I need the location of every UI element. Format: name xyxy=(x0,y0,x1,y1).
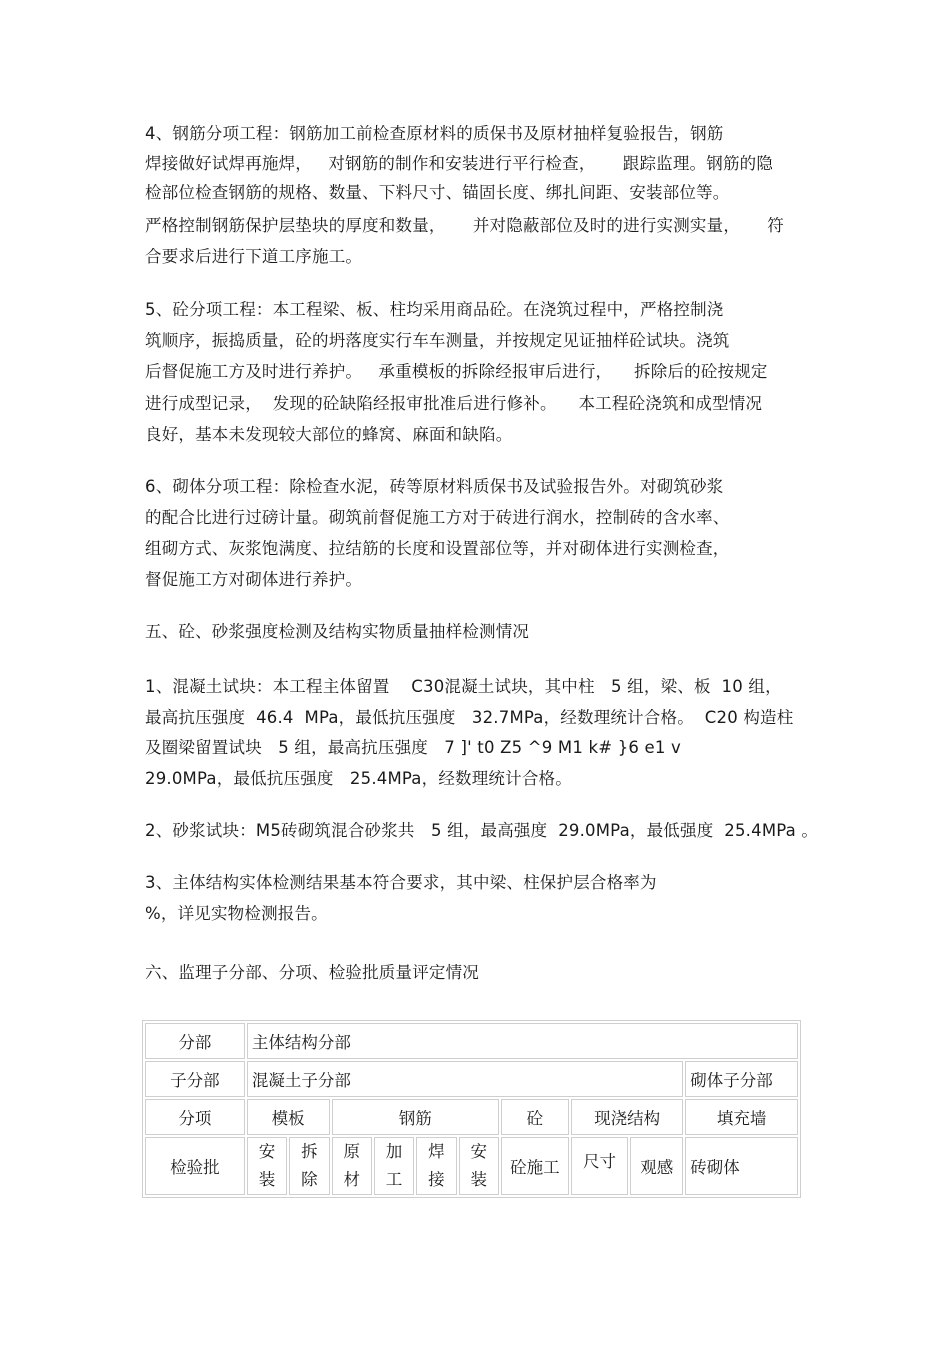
quality-assessment-table xyxy=(142,1020,801,1198)
mortar-test-line: 2、砂浆试块：M5砖砌筑混合砂浆共 5 组，最高强度 29.0MPa，最低强度 25.4MPa 。 xyxy=(145,821,819,840)
para4-line2: 焊接做好试焊再施焊， 对钢筋的制作和安装进行平行检查， 跟踪监理。钢筋的隐 xyxy=(145,154,774,173)
structure-check-line2: %，详见实物检测报告。 xyxy=(145,904,328,923)
para5-line3: 后督促施工方及时进行养护。 承重模板的拆除经报审后进行， 拆除后的砼按规定 xyxy=(145,362,768,381)
section-heading-6: 六、监理子分部、分项、检验批质量评定情况 xyxy=(145,963,479,982)
para5-line5: 良好，基本未发现较大部位的蜂窝、麻面和缺陷。 xyxy=(145,425,513,444)
section-heading-5: 五、砼、砂浆强度检测及结构实物质量抽样检测情况 xyxy=(145,622,530,641)
cell-castinplace: 现浇结构 xyxy=(571,1099,683,1135)
cell-label-inspection-lot: 检验批 xyxy=(145,1137,245,1195)
para4-line4: 严格控制钢筋保护层垫块的厚度和数量， 并对隐蔽部位及时的进行实测实量， 符 xyxy=(145,216,784,235)
structure-check-line1: 3、主体结构实体检测结果基本符合要求，其中梁、柱保护层合格率为 xyxy=(145,873,657,892)
para6-line4: 督促施工方对砌体进行养护。 xyxy=(145,570,363,589)
cell-infill-wall: 填充墙 xyxy=(685,1099,798,1135)
cell-welding: 焊接 xyxy=(428,1142,445,1189)
table-row-subdivision xyxy=(145,1061,798,1097)
cell-brick-masonry: 砖砌体 xyxy=(685,1137,798,1195)
para6-line3: 组砌方式、灰浆饱满度、拉结筋的长度和设置部位等，并对砌体进行实测检查， xyxy=(145,539,730,558)
table-row-item xyxy=(145,1099,798,1135)
para6-line1: 6、砌体分项工程：除检查水泥，砖等原材料质保书及试验报告外。对砌筑砂浆 xyxy=(145,477,724,496)
cell-label-division: 分部 xyxy=(145,1023,245,1059)
para5-line2: 筑顺序，振捣质量，砼的坍落度实行车车测量，并按规定见证抽样砼试块。浇筑 xyxy=(145,331,730,350)
para4-line5: 合要求后进行下道工序施工。 xyxy=(145,247,363,266)
cell-raw-material: 原材 xyxy=(343,1142,360,1189)
cell-masonry-subdivision: 砌体子分部 xyxy=(685,1061,798,1097)
cell-dimension: 尺寸 xyxy=(571,1137,628,1195)
cell-label-item: 分项 xyxy=(145,1099,245,1135)
cell-install-2: 安装 xyxy=(470,1142,487,1189)
concrete-test-line4: 29.0MPa，最低抗压强度 25.4MPa，经数理统计合格。 xyxy=(145,769,572,788)
para6-line2: 的配合比进行过磅计量。砌筑前督促施工方对于砖进行润水，控制砖的含水率、 xyxy=(145,508,730,527)
concrete-test-line1: 1、混凝土试块：本工程主体留置 C30混凝土试块，其中柱 5 组，梁、板 10 组， xyxy=(145,677,782,696)
cell-appearance: 观感 xyxy=(630,1137,683,1195)
para5-line1: 5、砼分项工程：本工程梁、板、柱均采用商品砼。在浇筑过程中，严格控制浇 xyxy=(145,300,724,319)
concrete-test-line3: 及圈梁留置试块 5 组，最高抗压强度 7 ]' t0 Z5 ^9 M1 k# }6 e1 v xyxy=(145,738,682,757)
cell-processing: 加工 xyxy=(385,1142,403,1189)
cell-concrete-subdivision: 混凝土子分部 xyxy=(247,1061,683,1097)
cell-formwork: 模板 xyxy=(247,1099,330,1135)
cell-concrete: 砼 xyxy=(501,1099,569,1135)
concrete-test-line2: 最高抗压强度 46.4 MPa，最低抗压强度 32.7MPa，经数理统计合格。 C20 构造柱 xyxy=(145,708,794,727)
cell-removal: 拆除 xyxy=(301,1142,318,1189)
para4-line3: 检部位检查钢筋的规格、数量、下料尺寸、锚固长度、绑扎间距、安装部位等。 xyxy=(145,183,730,202)
table-row-division xyxy=(145,1023,798,1059)
para5-line4: 进行成型记录， 发现的砼缺陷经报审批准后进行修补。 本工程砼浇筑和成型情况 xyxy=(145,394,763,413)
table-row-inspection-lot xyxy=(145,1137,798,1195)
cell-concrete-construction: 砼施工 xyxy=(501,1137,569,1195)
cell-rebar: 钢筋 xyxy=(332,1099,499,1135)
cell-main-structure: 主体结构分部 xyxy=(247,1023,798,1059)
cell-install-1: 安装 xyxy=(258,1142,276,1189)
cell-label-subdivision: 子分部 xyxy=(145,1061,245,1097)
para4-line1: 4、钢筋分项工程：钢筋加工前检查原材料的质保书及原材抽样复验报告，钢筋 xyxy=(145,124,724,143)
